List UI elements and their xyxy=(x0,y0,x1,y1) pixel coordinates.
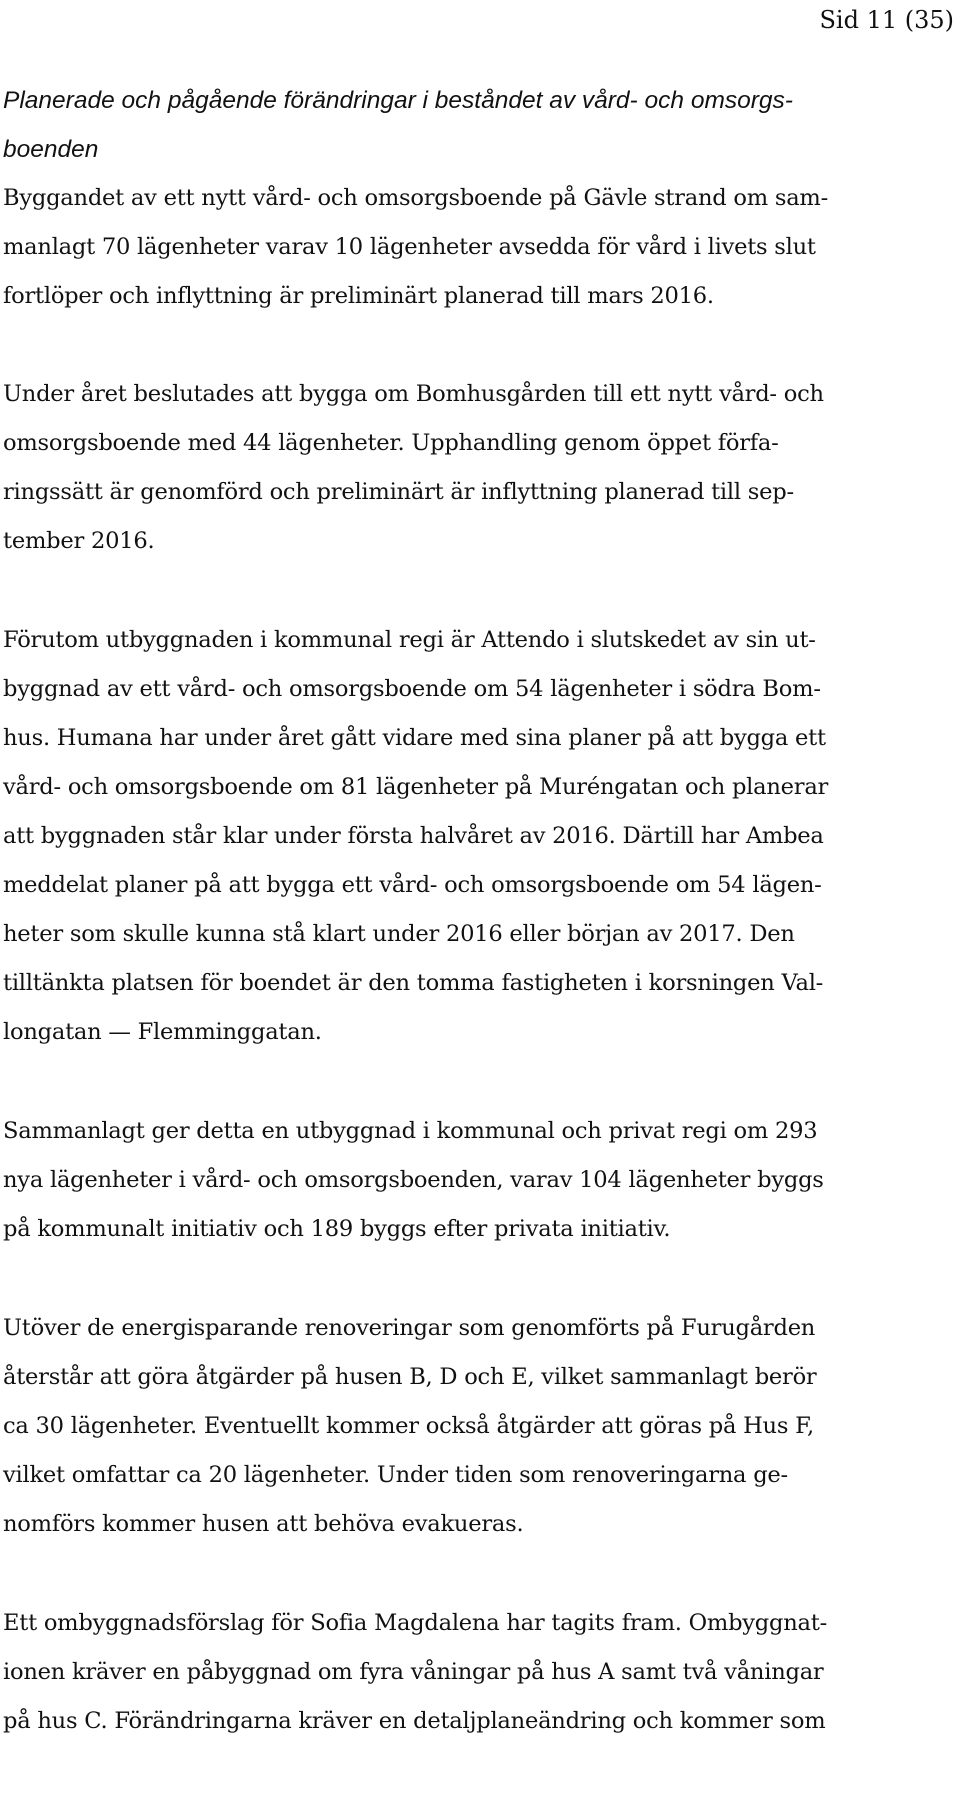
paragraph-furugarden xyxy=(3,1304,943,1549)
paragraph-line: vård- och omsorgsboende om 81 lägenheter på Muréngatan och planerar xyxy=(3,774,829,800)
paragraph-line: på kommunalt initiativ och 189 byggs efter privata initiativ. xyxy=(3,1216,671,1242)
paragraph-line: ionen kräver en påbyggnad om fyra våningar på hus A samt två våningar xyxy=(3,1659,824,1685)
paragraph-line: Under året beslutades att bygga om Bomhusgården till ett nytt vård- och xyxy=(3,381,824,407)
heading-line: boenden xyxy=(3,136,99,163)
paragraph-line: ringssätt är genomförd och preliminärt är inflyttning planerad till sep- xyxy=(3,479,794,505)
paragraph-line: nya lägenheter i vård- och omsorgsboenden, varav 104 lägenheter byggs xyxy=(3,1167,824,1193)
paragraph-line: Sammanlagt ger detta en utbyggnad i kommunal och privat regi om 293 xyxy=(3,1118,818,1144)
paragraph-line: byggnad av ett vård- och omsorgsboende om 54 lägenheter i södra Bom- xyxy=(3,676,821,702)
paragraph-line: att byggnaden står klar under första halvåret av 2016. Därtill har Ambea xyxy=(3,823,824,849)
section-heading xyxy=(3,76,943,174)
paragraph-line: vilket omfattar ca 20 lägenheter. Under tiden som renoveringarna ge- xyxy=(3,1462,788,1488)
paragraph-line: tilltänkta platsen för boendet är den tomma fastigheten i korsningen Val- xyxy=(3,970,824,996)
paragraph-line: meddelat planer på att bygga ett vård- och omsorgsboende om 54 lägen- xyxy=(3,872,822,898)
paragraph-line: omsorgsboende med 44 lägenheter. Upphandling genom öppet förfa- xyxy=(3,430,779,456)
paragraph-line: longatan — Flemminggatan. xyxy=(3,1019,322,1045)
paragraph-line: hus. Humana har under året gått vidare med sina planer på att bygga ett xyxy=(3,725,826,751)
paragraph-line: Byggandet av ett nytt vård- och omsorgsboende på Gävle strand om sam- xyxy=(3,185,828,211)
paragraph-line: nomförs kommer husen att behöva evakueras. xyxy=(3,1511,524,1537)
paragraph-line: Utöver de energisparande renoveringar som genomförts på Furugården xyxy=(3,1315,816,1341)
paragraph-line: Ett ombyggnadsförslag för Sofia Magdalena har tagits fram. Ombyggnat- xyxy=(3,1610,827,1636)
paragraph-private-expansion xyxy=(3,616,943,1057)
page-number: Sid 11 (35) xyxy=(819,6,954,34)
paragraph-summary xyxy=(3,1107,943,1254)
paragraph-line: ca 30 lägenheter. Eventuellt kommer också åtgärder att göras på Hus F, xyxy=(3,1413,814,1439)
paragraph-line: fortlöper och inflyttning är preliminärt planerad till mars 2016. xyxy=(3,283,714,309)
paragraph-line: på hus C. Förändringarna kräver en detaljplaneändring och kommer som xyxy=(3,1708,826,1734)
paragraph-bomhusgarden xyxy=(3,370,943,566)
paragraph-sofia-magdalena xyxy=(3,1599,943,1746)
page-content xyxy=(3,76,943,1796)
paragraph-line: manlagt 70 lägenheter varav 10 lägenheter avsedda för vård i livets slut xyxy=(3,234,816,260)
paragraph-line: heter som skulle kunna stå klart under 2016 eller början av 2017. Den xyxy=(3,921,795,947)
paragraph-line: Förutom utbyggnaden i kommunal regi är Attendo i slutskedet av sin ut- xyxy=(3,627,816,653)
heading-line: Planerade och pågående förändringar i beståndet av vård- och omsorgs- xyxy=(3,87,793,114)
paragraph-line: återstår att göra åtgärder på husen B, D och E, vilket sammanlagt berör xyxy=(3,1364,817,1390)
paragraph-line: tember 2016. xyxy=(3,528,155,554)
paragraph-gavle-strand xyxy=(3,174,943,321)
